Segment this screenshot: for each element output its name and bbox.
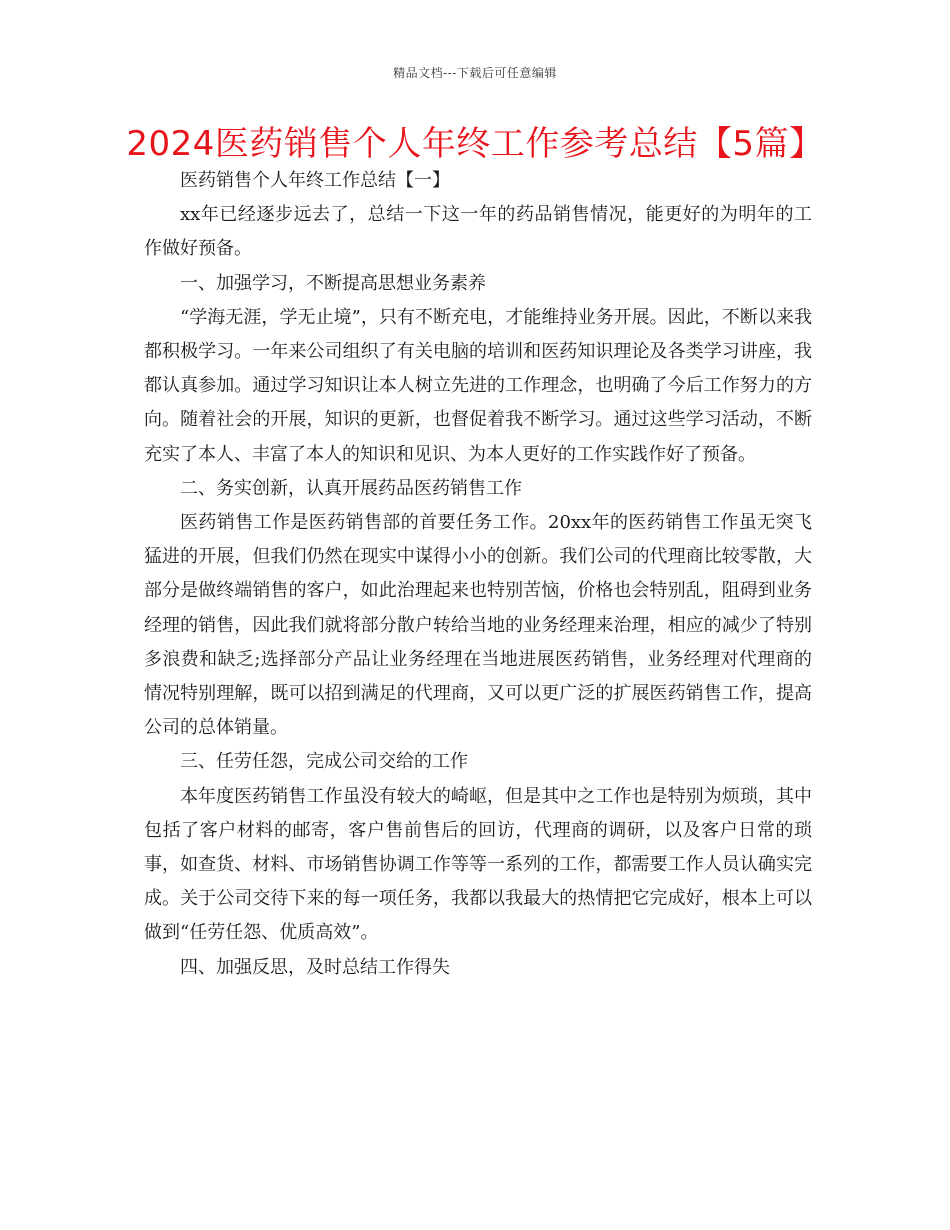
- body-paragraph: 医药销售工作是医药销售部的首要任务工作。20xx年的医药销售工作虽无突飞猛进的开展，但我们仍然在现实中谋得小小的创新。我们公司的代理商比较零散，大部分是做终端销售的客户，如此治理起来也特别苦恼，价格也会特别乱，阻碍到业务经理的销售，因此我们就将部分散户转给当地的业务经理来治理，相应的减少了特别多浪费和缺乏;选择部分产品让业务经理在当地进展医药销售，业务经理对代理商的情况特别理解，既可以招到满足的代理商，又可以更广泛的扩展医药销售工作，提高公司的总体销量。: [144, 512, 812, 739]
- section-subtitle: 医药销售个人年终工作总结【一】: [180, 170, 450, 191]
- document-title: 2024医药销售个人年终工作参考总结【5篇】: [126, 124, 824, 164]
- section-heading: 三、任劳任怨，完成公司交给的工作: [180, 751, 468, 773]
- section-heading: 一、加强学习，不断提高思想业务素养: [180, 272, 486, 294]
- header-note: 精品文档---下载后可任意编辑: [393, 66, 557, 80]
- body-paragraph: xx年已经逐步远去了，总结一下这一年的药品销售情况，能更好的为明年的工作做好预备。: [144, 204, 812, 260]
- body-paragraph: 本年度医药销售工作虽没有较大的崎岖，但是其中之工作也是特别为烦琐，其中包括了客户材料的邮寄，客户售前售后的回访，代理商的调研，以及客户日常的琐事，如查货、材料、市场销售协调工作等等一系列的工作，都需要工作人员认确实完成。关于公司交待下来的每一项任务，我都以我最大的热情把它完成好，根本上可以做到“任劳任怨、优质高效”。: [144, 785, 812, 944]
- section-heading: 二、务实创新，认真开展药品医药销售工作: [180, 477, 522, 499]
- document-body: [144, 164, 812, 985]
- body-paragraph: “学海无涯，学无止境”，只有不断充电，才能维持业务开展。因此，不断以来我都积极学习。一年来公司组织了有关电脑的培训和医药知识理论及各类学习讲座，我都认真参加。通过学习知识让本人树立先进的工作理念，也明确了今后工作努力的方向。随着社会的开展，知识的更新，也督促着我不断学习。通过这些学习活动，不断充实了本人、丰富了本人的知识和见识、为本人更好的工作实践作好了预备。: [144, 306, 812, 465]
- section-heading: 四、加强反思，及时总结工作得失: [180, 956, 450, 978]
